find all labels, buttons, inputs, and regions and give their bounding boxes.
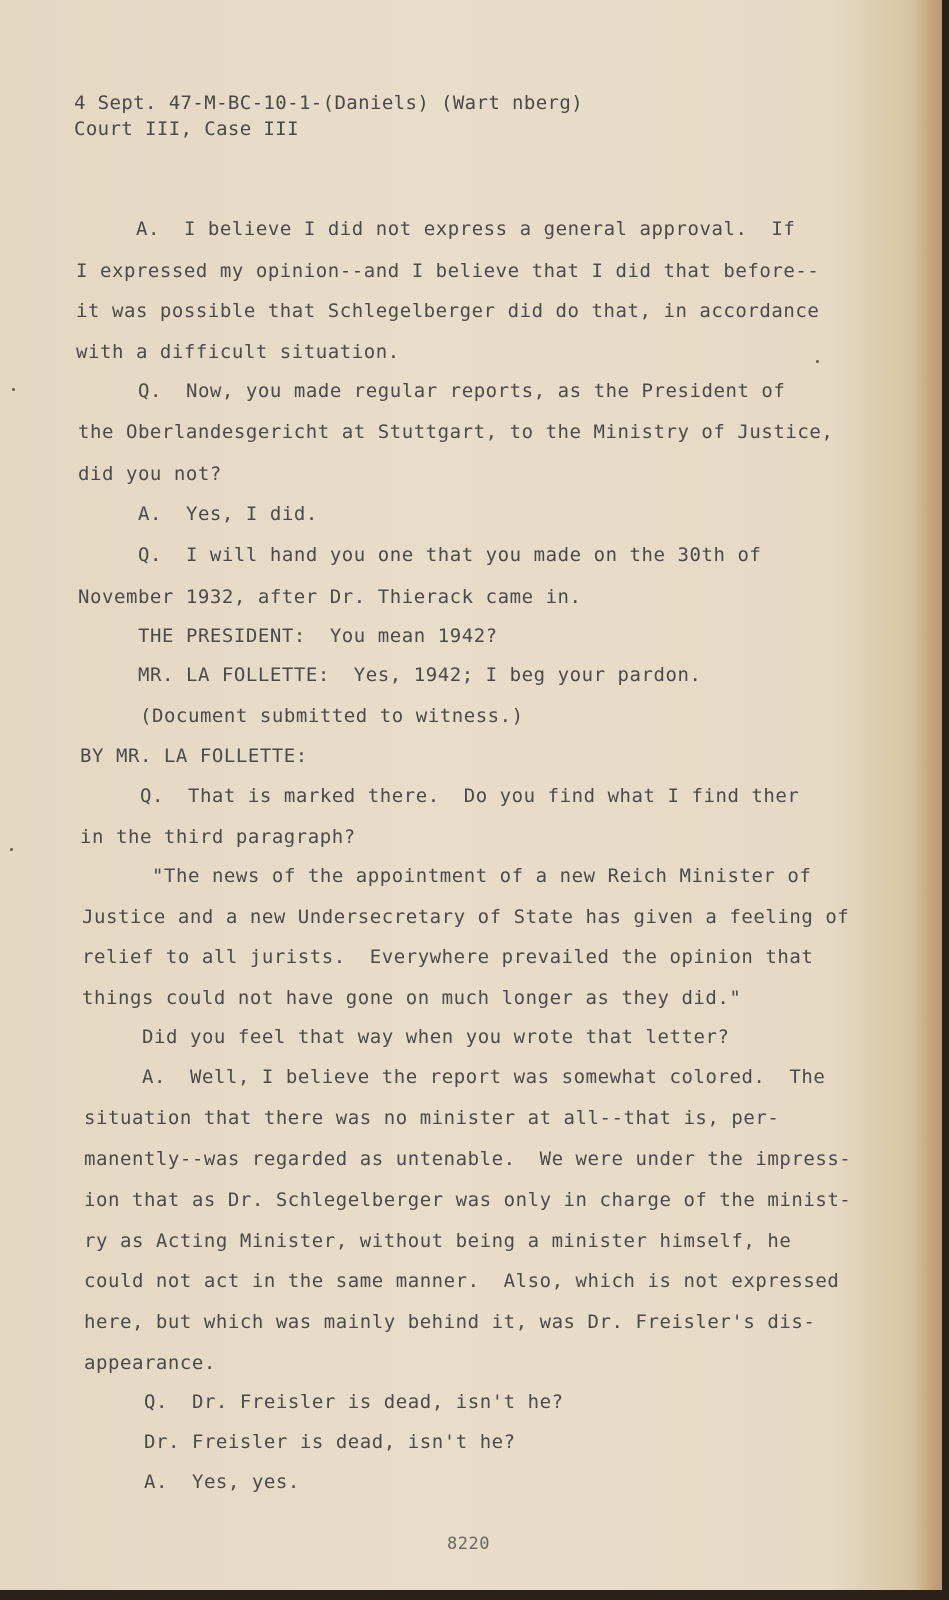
transcript-line: ry as Acting Minister, without being a minister himself, he (84, 1230, 792, 1252)
transcript-line: "The news of the appointment of a new Reich Minister of (152, 865, 812, 887)
transcript-line: ion that as Dr. Schlegelberger was only in charge of the minist- (84, 1189, 852, 1211)
paper-speck (10, 848, 13, 851)
page-number: 8220 (447, 1534, 490, 1554)
header-reference: 4 Sept. 47-M-BC-10-1-(Daniels) (Wart nberg) (74, 92, 584, 114)
transcript-line: A. I believe I did not express a general approval. If (136, 218, 796, 240)
transcript-line: relief to all jurists. Everywhere prevailed the opinion that (82, 946, 814, 968)
transcript-line: things could not have gone on much longer as they did." (82, 987, 742, 1009)
transcript-line: situation that there was no minister at all--that is, per- (84, 1107, 780, 1129)
transcript-line: A. Well, I believe the report was somewhat colored. The (142, 1066, 826, 1088)
transcript-line: A. Yes, I did. (138, 503, 318, 525)
transcript-line: Did you feel that way when you wrote that letter? (142, 1026, 730, 1048)
header-court: Court III, Case III (74, 118, 299, 140)
transcript-line: I expressed my opinion--and I believe that I did that before-- (76, 260, 820, 282)
transcript-line: November 1932, after Dr. Thierack came in. (78, 586, 582, 608)
transcript-line: it was possible that Schlegelberger did do that, in accordance (76, 300, 820, 322)
transcript-line: MR. LA FOLLETTE: Yes, 1942; I beg your pardon. (138, 664, 702, 686)
document-header (74, 90, 583, 142)
paper-speck (816, 360, 819, 363)
transcript-line: Justice and a new Undersecretary of State has given a feeling of (82, 906, 850, 928)
transcript-line: THE PRESIDENT: You mean 1942? (138, 625, 498, 647)
transcript-line: could not act in the same manner. Also, which is not expressed (84, 1270, 840, 1292)
transcript-line: here, but which was mainly behind it, was Dr. Freisler's dis- (84, 1311, 816, 1333)
transcript-line: manently--was regarded as untenable. We were under the impress- (84, 1148, 852, 1170)
transcript-line: appearance. (84, 1352, 216, 1374)
transcript-line: A. Yes, yes. (144, 1471, 300, 1493)
transcript-line: Q. Now, you made regular reports, as the President of (138, 380, 786, 402)
transcript-line: BY MR. LA FOLLETTE: (80, 745, 308, 767)
paper-edge-shadow (914, 0, 942, 1590)
transcript-line: did you not? (78, 463, 222, 485)
transcript-line: the Oberlandesgericht at Stuttgart, to the Ministry of Justice, (78, 421, 834, 443)
transcript-line: in the third paragraph? (80, 826, 356, 848)
transcript-line: (Document submitted to witness.) (140, 705, 524, 727)
transcript-line: Q. I will hand you one that you made on the 30th of (138, 544, 762, 566)
transcript-line: with a difficult situation. (76, 341, 400, 363)
transcript-line: Dr. Freisler is dead, isn't he? (144, 1431, 516, 1453)
transcript-line: Q. Dr. Freisler is dead, isn't he? (144, 1391, 564, 1413)
transcript-line: Q. That is marked there. Do you find what I find ther (140, 785, 800, 807)
paper-speck (12, 388, 15, 391)
